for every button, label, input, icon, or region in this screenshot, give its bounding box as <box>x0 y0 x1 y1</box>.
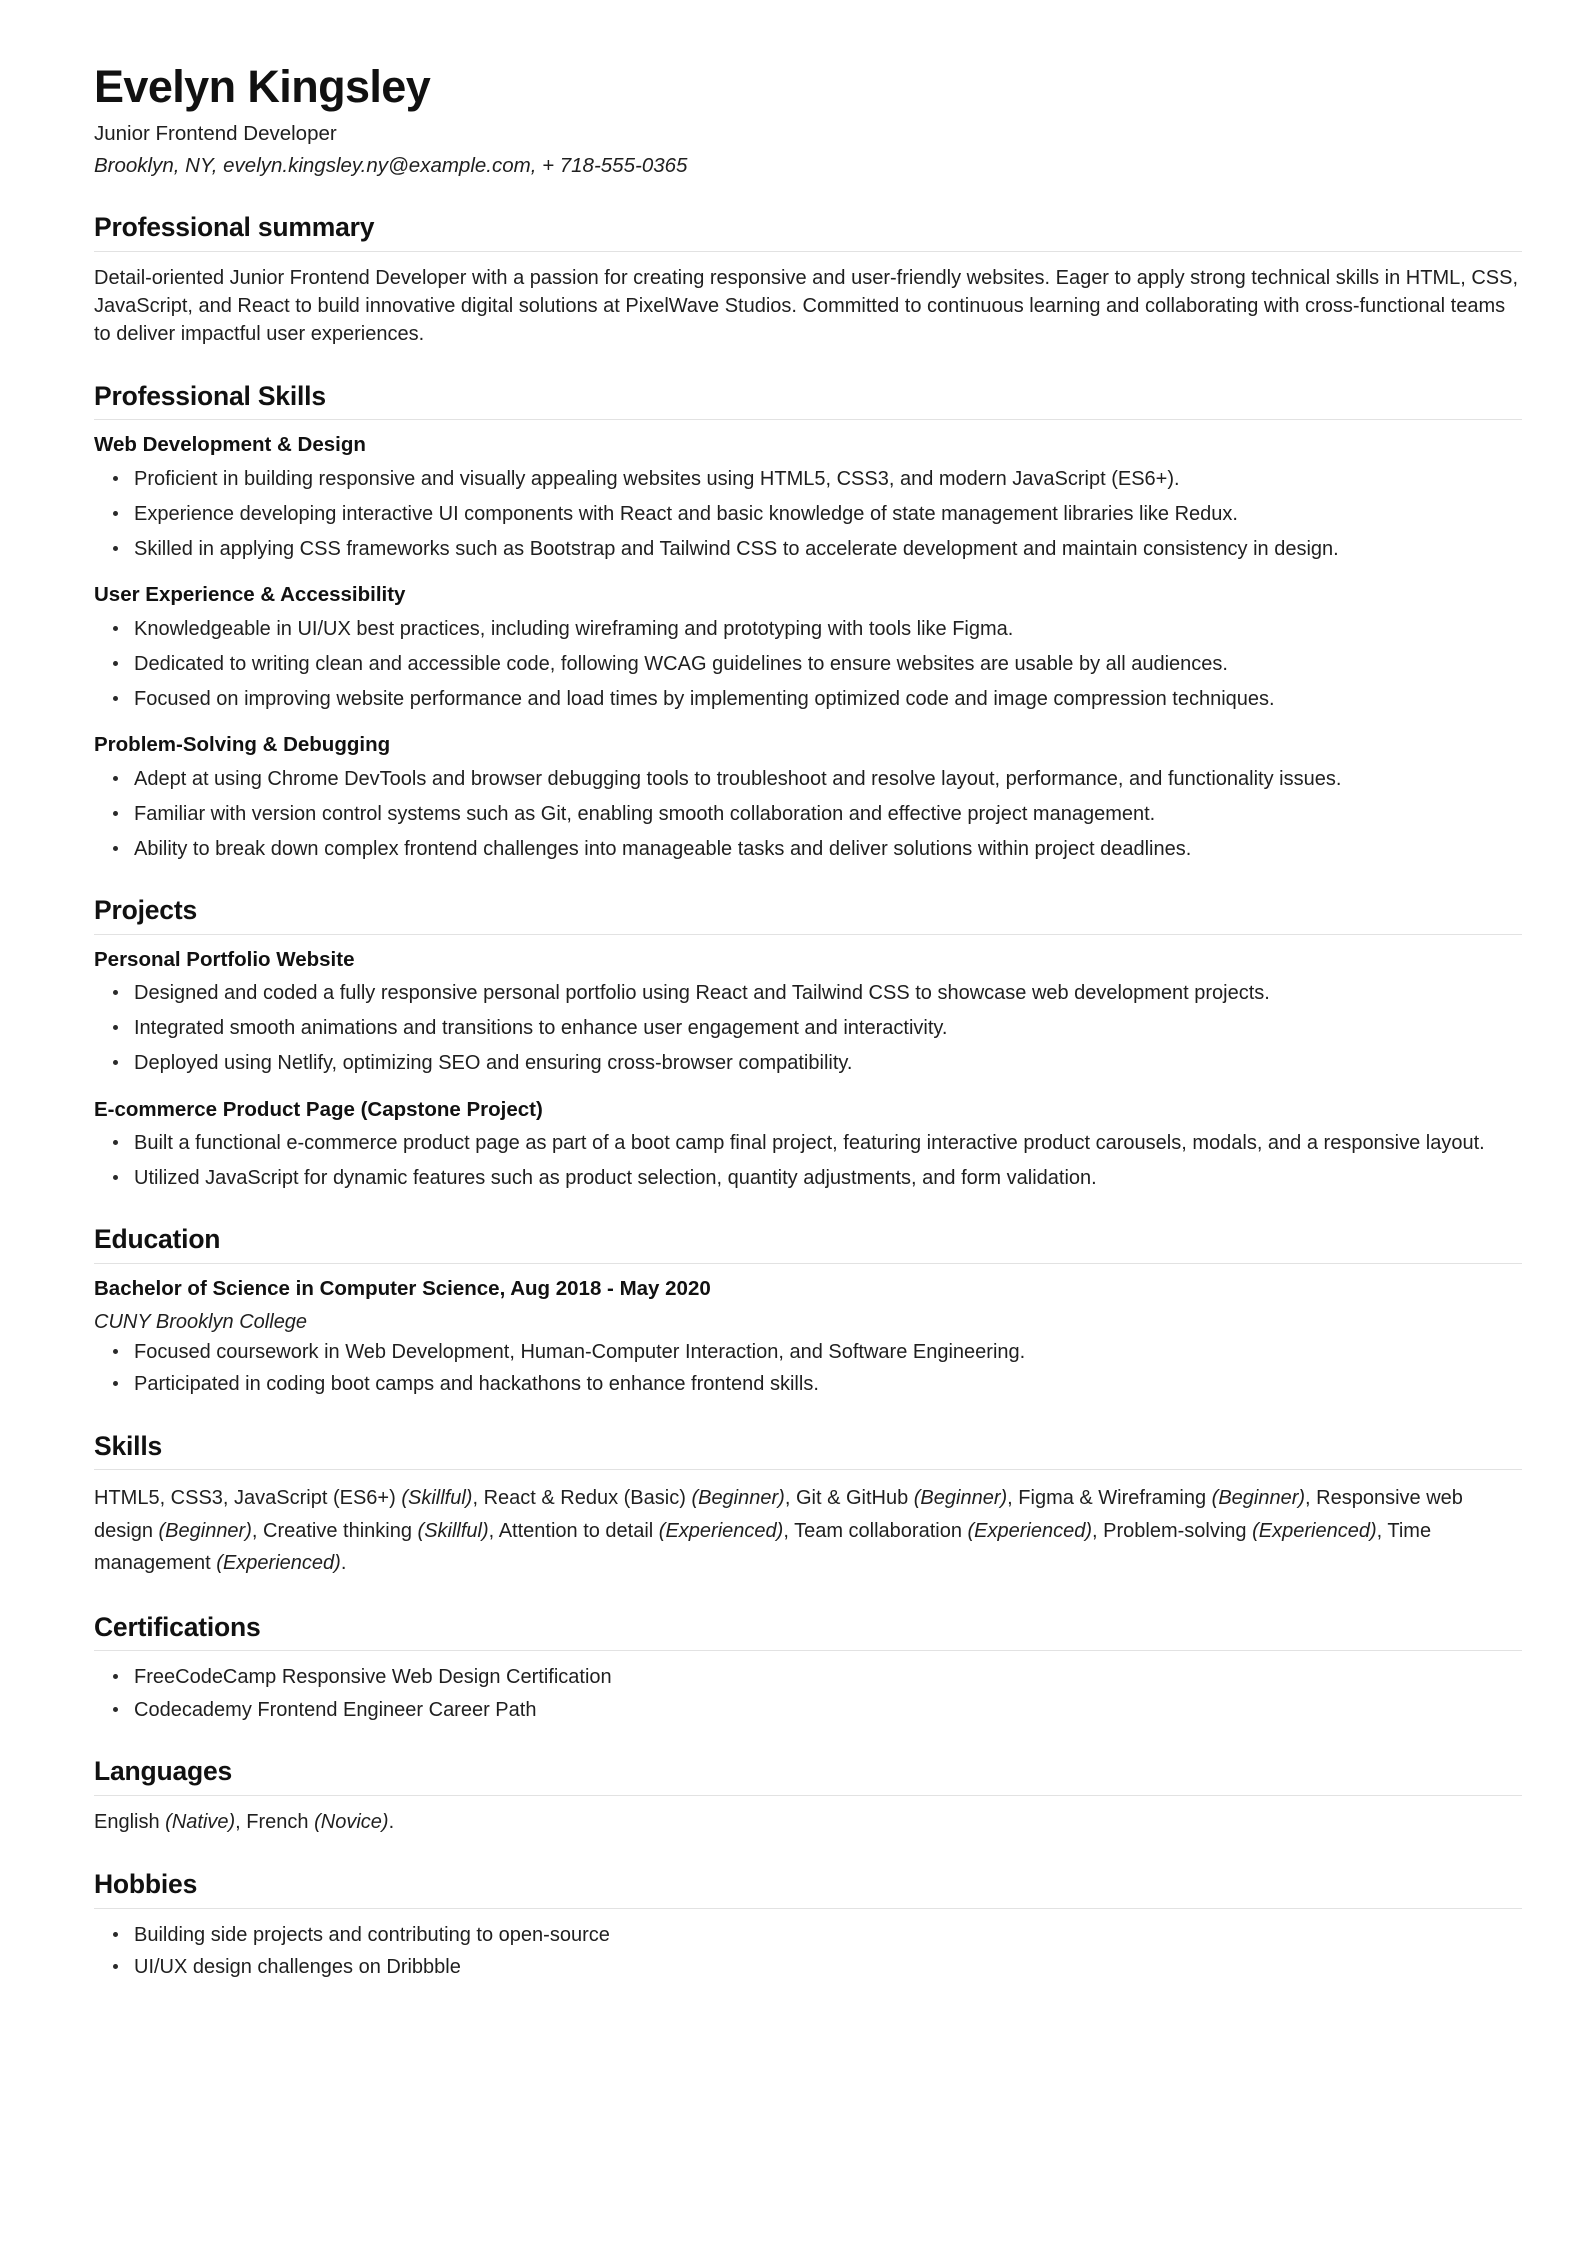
skill-name: React & Redux (Basic) <box>483 1487 692 1510</box>
section-heading: Skills <box>94 1430 163 1461</box>
bullet-item: Skilled in applying CSS frameworks such as Bootstrap and Tailwind CSS to accelerate development and maintain consistency in design. <box>94 535 1522 563</box>
section-divider <box>94 251 1522 252</box>
bullet-item: Familiar with version control systems such as Git, enabling smooth collaboration and effective project management. <box>94 800 1522 828</box>
bullet-item: Designed and coded a fully responsive personal portfolio using React and Tailwind CSS to showcase web development projects. <box>94 979 1522 1007</box>
separator: . <box>340 1552 347 1575</box>
education-bullet-list <box>94 1338 1522 1399</box>
bullet-item: Knowledgeable in UI/UX best practices, including wireframing and prototyping with tools like Figma. <box>94 615 1522 643</box>
education-institution: CUNY Brooklyn College <box>94 1310 308 1333</box>
bullet-item: Participated in coding boot camps and hackathons to enhance frontend skills. <box>94 1370 1522 1398</box>
skill-name: HTML5, CSS3, JavaScript (ES6+) <box>94 1487 402 1510</box>
skill-level: (Skillful) <box>401 1487 473 1510</box>
subsection-title: User Experience & Accessibility <box>94 583 406 607</box>
subsection-bullet-list <box>94 765 1522 863</box>
hobbies-bullet-list <box>94 1921 1522 1982</box>
skill-name: Git & GitHub <box>795 1487 914 1510</box>
bullet-item: Focused on improving website performance and load times by implementing optimized code and image compression techniques. <box>94 685 1522 713</box>
section-professional-skills <box>94 381 1522 863</box>
section-languages <box>94 1756 1522 1837</box>
separator: , <box>472 1487 484 1510</box>
bullet-item: UI/UX design challenges on Dribbble <box>94 1953 1522 1981</box>
skill-name: Problem-solving <box>1103 1519 1253 1542</box>
subsection-bullet-list <box>94 1129 1522 1192</box>
separator: , <box>235 1811 247 1833</box>
skills-inline-list <box>94 1482 1522 1579</box>
section-heading: Certifications <box>94 1611 261 1642</box>
candidate-job-title: Junior Frontend Developer <box>94 122 337 146</box>
subsection-bullet-list <box>94 979 1522 1077</box>
bullet-item: Adept at using Chrome DevTools and browser debugging tools to troubleshoot and resolve layout, performance, and functionality issues. <box>94 765 1522 793</box>
bullet-item: Focused coursework in Web Development, Human-Computer Interaction, and Software Engineering. <box>94 1338 1522 1366</box>
subsection <box>94 732 1522 863</box>
section-divider <box>94 1795 1522 1796</box>
bullet-item: FreeCodeCamp Responsive Web Design Certification <box>94 1663 1522 1691</box>
skill-level: (Experienced) <box>216 1552 341 1575</box>
bullet-item: Integrated smooth animations and transitions to enhance user engagement and interactivity. <box>94 1014 1522 1042</box>
skill-name: Time management <box>94 1519 1432 1575</box>
section-heading: Projects <box>94 894 197 925</box>
bullet-item: Deployed using Netlify, optimizing SEO and ensuring cross-browser compatibility. <box>94 1049 1522 1077</box>
languages-inline-list <box>94 1808 1522 1837</box>
subsection-title: Personal Portfolio Website <box>94 947 355 971</box>
bullet-item: Codecademy Frontend Engineer Career Path <box>94 1696 1522 1724</box>
skill-name: Creative thinking <box>263 1519 418 1542</box>
section-divider <box>94 1469 1522 1470</box>
subsection <box>94 432 1522 563</box>
section-projects <box>94 895 1522 1193</box>
skill-level: (Beginner) <box>1211 1487 1306 1510</box>
separator: . <box>388 1811 395 1833</box>
separator: , <box>1092 1519 1104 1542</box>
bullet-item: Proficient in building responsive and visually appealing websites using HTML5, CSS3, and modern JavaScript (ES6+). <box>94 465 1522 493</box>
candidate-name: Evelyn Kingsley <box>94 61 431 112</box>
education-entry <box>94 1276 1522 1398</box>
resume-header <box>94 62 1522 180</box>
projects-groups <box>94 947 1522 1193</box>
bullet-item: Built a functional e-commerce product page as part of a boot camp final project, featuring interactive product carousels, modals, and a responsive layout. <box>94 1129 1522 1157</box>
skill-name: Team collaboration <box>794 1519 968 1542</box>
section-heading: Professional summary <box>94 211 375 242</box>
skill-level: (Beginner) <box>158 1519 252 1542</box>
skill-level: (Experienced) <box>1252 1519 1377 1542</box>
section-heading: Languages <box>94 1756 233 1787</box>
bullet-item: Building side projects and contributing to open-source <box>94 1921 1522 1949</box>
education-degree: Bachelor of Science in Computer Science, Aug 2018 - May 2020 <box>94 1277 711 1301</box>
skill-name: Responsive web design <box>94 1487 1463 1542</box>
skill-name: Attention to detail <box>498 1519 659 1542</box>
section-divider <box>94 934 1522 935</box>
section-heading: Education <box>94 1224 221 1255</box>
section-heading: Professional Skills <box>94 380 326 411</box>
skill-name: English <box>94 1811 166 1833</box>
bullet-item: Dedicated to writing clean and accessible code, following WCAG guidelines to ensure websites are usable by all audiences. <box>94 650 1522 678</box>
subsection <box>94 582 1522 713</box>
certifications-bullet-list <box>94 1663 1522 1724</box>
separator: , <box>488 1519 499 1542</box>
subsection-title: Problem-Solving & Debugging <box>94 733 391 757</box>
section-skills <box>94 1431 1522 1580</box>
subsection <box>94 1097 1522 1193</box>
subsection-bullet-list <box>94 465 1522 563</box>
subsection <box>94 947 1522 1078</box>
skill-level: (Experienced) <box>967 1519 1093 1542</box>
skill-level: (Skillful) <box>417 1519 489 1542</box>
skill-name: French <box>246 1811 315 1833</box>
skill-level: (Experienced) <box>658 1519 784 1542</box>
skill-level: (Beginner) <box>691 1487 785 1510</box>
section-professional-summary <box>94 212 1522 349</box>
bullet-item: Experience developing interactive UI components with React and basic knowledge of state management libraries like Redux. <box>94 500 1522 528</box>
summary-text: Detail-oriented Junior Frontend Developer with a passion for creating responsive and user-friendly websites. Eager to apply strong technical skills in HTML, CSS, JavaScript, and React to build innovative digital solutions at PixelWave Studios. Committed to continuous learning and collaborating with cross-functional teams to deliver impactful user experiences. <box>94 266 1519 346</box>
skill-level: (Novice) <box>314 1811 389 1833</box>
separator: , <box>784 1487 796 1510</box>
candidate-contact-line: Brooklyn, NY, evelyn.kingsley.ny@example.com, + 718-555-0365 <box>94 154 688 178</box>
skill-level: (Native) <box>165 1811 236 1833</box>
section-education <box>94 1224 1522 1398</box>
separator: , <box>1007 1487 1019 1510</box>
section-divider <box>94 1908 1522 1909</box>
section-heading: Hobbies <box>94 1869 198 1899</box>
section-divider <box>94 1263 1522 1264</box>
subsection-bullet-list <box>94 615 1522 713</box>
section-divider <box>94 419 1522 420</box>
bullet-item: Ability to break down complex frontend challenges into manageable tasks and deliver solutions within project deadlines. <box>94 835 1522 863</box>
section-divider <box>94 1650 1522 1651</box>
subsection-title: Web Development & Design <box>94 433 366 457</box>
skill-name: Figma & Wireframing <box>1018 1487 1212 1510</box>
section-certifications <box>94 1612 1522 1725</box>
subsection-title: E-commerce Product Page (Capstone Project) <box>94 1097 543 1121</box>
bullet-item: Utilized JavaScript for dynamic features such as product selection, quantity adjustments, and form validation. <box>94 1164 1522 1192</box>
separator: , <box>1305 1487 1317 1510</box>
separator: , <box>251 1519 264 1542</box>
skill-level: (Beginner) <box>913 1487 1008 1510</box>
separator: , <box>1376 1519 1388 1542</box>
professional-skills-groups <box>94 432 1522 862</box>
section-hobbies <box>94 1869 1522 1982</box>
separator: , <box>783 1519 795 1542</box>
